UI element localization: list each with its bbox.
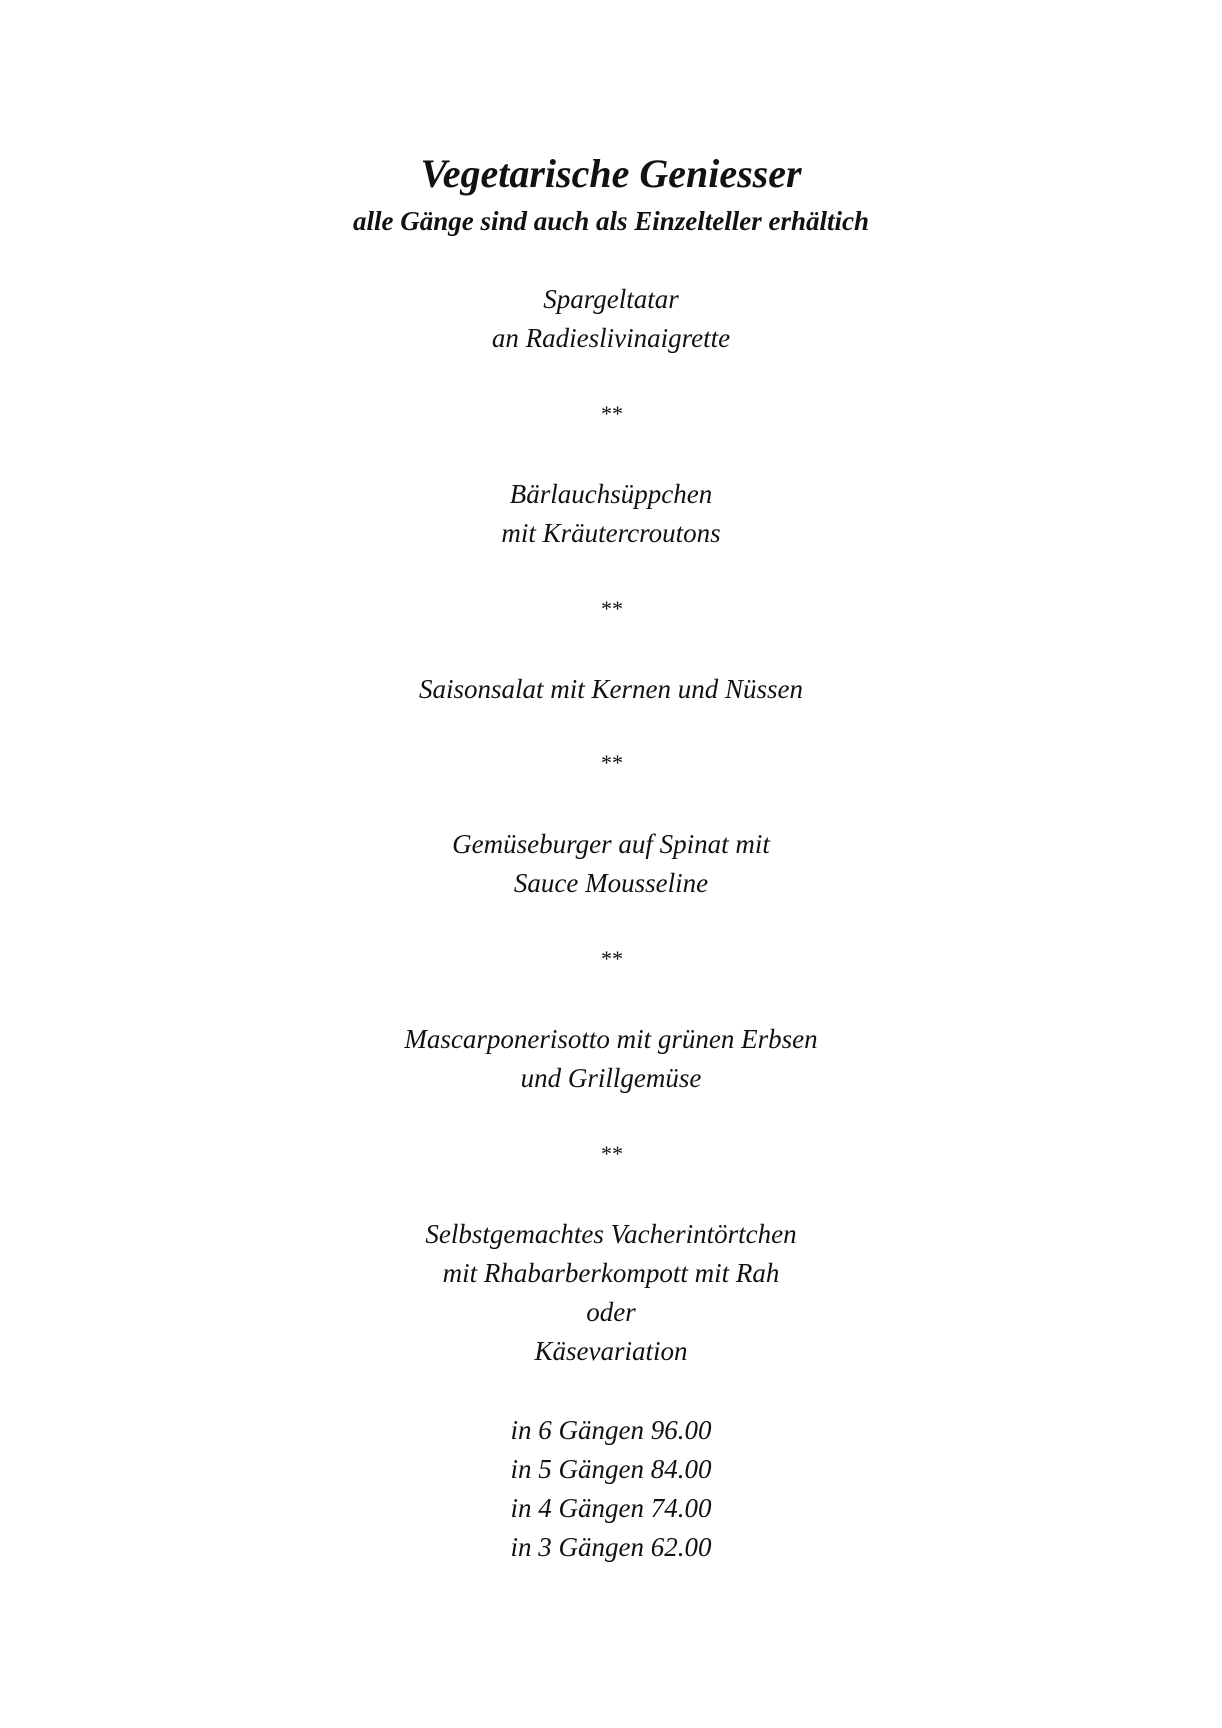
course-line: Bärlauchsüppchen (509, 479, 713, 509)
course-separator: ** (600, 401, 622, 426)
course-main (0, 1020, 1222, 1098)
course-separator: ** (600, 596, 622, 621)
course-line: Selbstgemachtes Vacherintörtchen (425, 1219, 797, 1249)
course-line: Gemüseburger auf Spinat mit (452, 829, 770, 859)
course-salad (0, 670, 1222, 709)
menu-subtitle: alle Gänge sind auch als Einzelteller erhältich (352, 206, 870, 236)
course-starter (0, 280, 1222, 358)
course-separator: ** (600, 946, 622, 971)
course-line: und Grillgemüse (520, 1063, 702, 1093)
price-list (0, 1411, 1222, 1567)
course-line: Saisonsalat mit Kernen und Nüssen (418, 674, 803, 704)
price-line: in 3 Gängen 62.00 (510, 1532, 712, 1562)
course-separator: ** (600, 1141, 622, 1166)
price-line: in 5 Gängen 84.00 (510, 1454, 712, 1484)
course-dessert (0, 1215, 1222, 1371)
price-line: in 6 Gängen 96.00 (510, 1415, 712, 1445)
course-soup (0, 475, 1222, 553)
course-line: Mascarponerisotto mit grünen Erbsen (404, 1024, 818, 1054)
course-line: Sauce Mousseline (513, 868, 709, 898)
price-line: in 4 Gängen 74.00 (510, 1493, 712, 1523)
course-line: mit Kräutercroutons (501, 518, 721, 548)
course-line: an Radieslivinaigrette (491, 323, 731, 353)
course-separator: ** (600, 750, 622, 775)
course-line: oder (586, 1297, 636, 1327)
menu-title: Vegetarische Geniesser (420, 151, 802, 196)
course-line: Käsevariation (534, 1336, 688, 1366)
course-intermediate (0, 825, 1222, 903)
course-line: Spargeltatar (543, 284, 679, 314)
course-line: mit Rhabarberkompott mit Rah (442, 1258, 780, 1288)
